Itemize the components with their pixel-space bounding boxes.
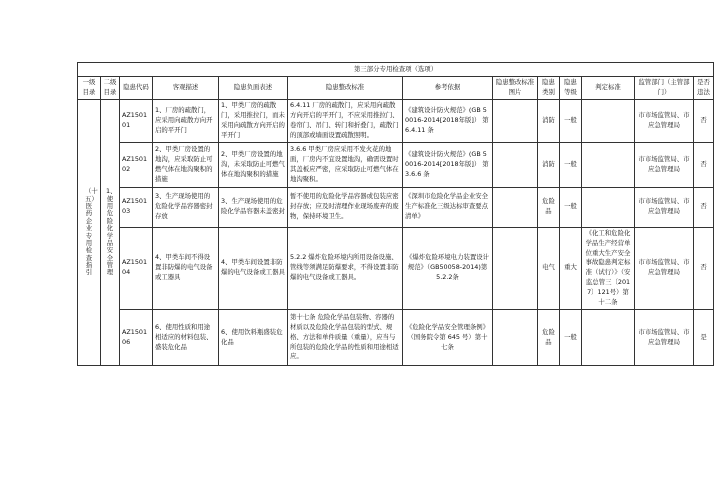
- image-cell: [493, 187, 538, 227]
- category-cell: 消防: [538, 142, 560, 187]
- grade-cell: 一般: [560, 187, 582, 227]
- criteria-cell: [582, 310, 635, 366]
- code-cell: AZ150104: [120, 227, 153, 309]
- grade-cell: 重大: [560, 227, 582, 309]
- basis-cell: 《建筑设计防火规范》(GB 50016-2014[2018年版]） 第 3.6.6 条: [403, 142, 493, 187]
- level2-cell: [101, 100, 120, 366]
- table-row: [78, 227, 714, 309]
- criteria-cell: [582, 100, 635, 143]
- header-standard: 隐患整改标准: [288, 77, 403, 100]
- category-cell: 消防: [538, 100, 560, 143]
- supervisor-cell: 市市场监管局、市应急管理局: [635, 142, 694, 187]
- table-row: [78, 100, 714, 143]
- objective-cell: 2、甲类厂房设置的地沟，应采取防止可燃气体在地沟聚积的措施: [153, 142, 219, 187]
- objective-cell: 3、生产现场使用的危险化学品容器密封存放: [153, 187, 219, 227]
- code-cell: AZ150106: [120, 310, 153, 366]
- negative-cell: 6、使用饮料瓶盛装危化品: [219, 310, 288, 366]
- grade-cell: 一般: [560, 310, 582, 366]
- supervisor-cell: 市市场监管局、市应急管理局: [635, 187, 694, 227]
- category-cell: 危险品: [538, 187, 560, 227]
- inspection-table: [77, 62, 714, 366]
- negative-cell: 3、生产现场使用的危险化学品容器未盖密封: [219, 187, 288, 227]
- illegal-cell: 是: [694, 310, 714, 366]
- negative-cell: 2、甲类厂房设置的地沟，未采取防止可燃气体在地沟聚积的措施: [219, 142, 288, 187]
- supervisor-cell: 市市场监管局、市应急管理局: [635, 310, 694, 366]
- objective-cell: 6、使用性质和用途相适应的材料包装、盛装危化品: [153, 310, 219, 366]
- criteria-cell: [582, 187, 635, 227]
- supervisor-cell: 市市场监管局、市应急管理局: [635, 100, 694, 143]
- header-level1: 一级目录: [78, 77, 101, 100]
- grade-cell: 一般: [560, 100, 582, 143]
- category-cell: 危险品: [538, 310, 560, 366]
- image-cell: [493, 100, 538, 143]
- standard-cell: 暂不使用的危险化学品容器或包装应密封存放；应及时清理作业现场废弃的废物，保持环境卫生。: [288, 187, 403, 227]
- header-grade: 隐患等级: [560, 77, 582, 100]
- category-cell: 电气: [538, 227, 560, 309]
- header-supervisor: 监管部门（主管部门）: [635, 77, 694, 100]
- image-cell: [493, 310, 538, 366]
- basis-cell: 《爆炸危险环境电力装置设计规范》（GB50058-2014)第5.2.2条: [403, 227, 493, 309]
- objective-cell: 1、厂房的疏散门，应采用向疏散方向开启的平开门: [153, 100, 219, 143]
- objective-cell: 4、甲类车间不得设置非防爆的电气设备或工器具: [153, 227, 219, 309]
- basis-cell: 《建筑设计防火规范》(GB 50016-2014[2018年版]） 第 6.4.11 条: [403, 100, 493, 143]
- header-illegal: 是否违法: [694, 77, 714, 100]
- header-row: [78, 77, 714, 100]
- grade-cell: 一般: [560, 142, 582, 187]
- code-cell: AZ150103: [120, 187, 153, 227]
- illegal-cell: 否: [694, 142, 714, 187]
- level2-text: 1、使用危险化学品安全管理: [106, 187, 117, 277]
- level1-cell: [78, 100, 101, 366]
- table-title: 第三部分专用检查项（选项）: [78, 63, 714, 77]
- illegal-cell: 否: [694, 100, 714, 143]
- header-code: 隐患代码: [120, 77, 153, 100]
- image-cell: [493, 142, 538, 187]
- standard-cell: 6.4.11 厂房的疏散门，应采用向疏散方向开启的平开门，不应采用推拉门、卷帘门、吊门、转门和折叠门，疏散门的顶部或墙面设置疏散照明。: [288, 100, 403, 143]
- standard-cell: 3.6.6 甲类厂房应采用不发火花的地面，厂房内不宜设置地沟，确需设置时其盖板应严密，应采取防止可燃气体在地沟聚积。: [288, 142, 403, 187]
- header-objective: 客观描述: [153, 77, 219, 100]
- code-cell: AZ150101: [120, 100, 153, 143]
- header-level2: 二级目录: [101, 77, 120, 100]
- table-title-row: [78, 63, 714, 77]
- code-cell: AZ150102: [120, 142, 153, 187]
- header-negative: 隐患负面表述: [219, 77, 288, 100]
- header-basis: 参考依据: [403, 77, 493, 100]
- level1-text: （十五）医药企业专用检查指引: [85, 187, 98, 277]
- header-criteria: 判定标准: [582, 77, 635, 100]
- basis-cell: 《危险化学品安全管理条例》（国务院令第 645 号）第十七条: [403, 310, 493, 366]
- standard-cell: 第十七条 危险化学品包装物、容器的材质以及危险化学品包装的型式、规格、方法和单件质量（重量），应当与所包装的危险化学品的性质和用途相适应。: [288, 310, 403, 366]
- table-row: [78, 187, 714, 227]
- header-category: 隐患类别: [538, 77, 560, 100]
- illegal-cell: 否: [694, 187, 714, 227]
- standard-cell: 5.2.2 爆炸危险环境内所用设备设施、管线等须满足防爆要求，不得设置非防爆的电气设备或工器具。: [288, 227, 403, 309]
- table-row: [78, 142, 714, 187]
- supervisor-cell: 市市场监管局、市应急管理局: [635, 227, 694, 309]
- criteria-cell: 《化工和危险化学品生产经营单位重大生产安全事故隐患判定标准（试行）》（安监总管三〔2017〕121号）第十二条: [582, 227, 635, 309]
- negative-cell: 4、甲类车间设置非防爆的电气设备或工器具: [219, 227, 288, 309]
- table-row: [78, 310, 714, 366]
- header-image: 隐患整改标准图片: [493, 77, 538, 100]
- basis-cell: 《深圳市危险化学品企业安全生产标准化三级达标审查要点清单》: [403, 187, 493, 227]
- illegal-cell: 否: [694, 227, 714, 309]
- criteria-cell: [582, 142, 635, 187]
- image-cell: [493, 227, 538, 309]
- negative-cell: 1、甲类厂房的疏散门，采用推拉门，而未采用向疏散方向开启的平开门: [219, 100, 288, 143]
